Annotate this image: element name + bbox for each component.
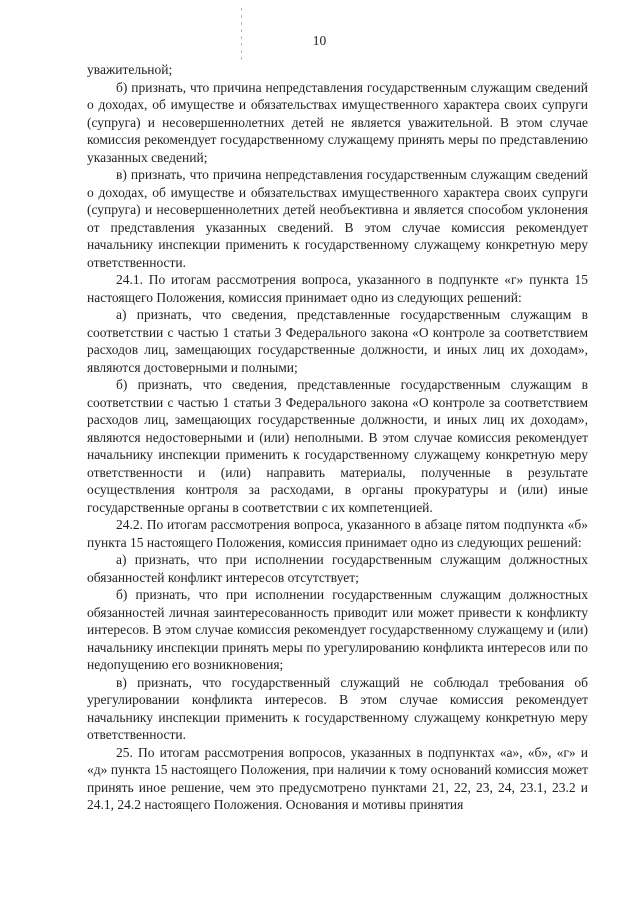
paragraph-24-2-a: а) признать, что при исполнении государственным служащим должностных обязанностей конфликт интересов отсутствует; xyxy=(87,552,588,585)
paragraph-24-2-v: в) признать, что государственный служащий не соблюдал требования об урегулировании конфликта интересов. В этом случае комиссия рекомендует начальнику инспекции применить к государственному служащему конкретную меру ответственности. xyxy=(87,674,588,742)
paragraph-24-b: б) признать, что причина непредставления государственным служащим сведений о доходах, об имуществе и обязательствах имущественного характера своих супруги (супруга) и несовершеннолетних детей не является уважительной. В этом случае комиссия рекомендует государственному служащему принять меры по представлению указанных сведений; xyxy=(87,79,588,165)
paragraph-24-1-b: б) признать, что сведения, представленные государственным служащим в соответствии с частью 1 статьи 3 Федерального закона «О контроле за соответствием расходов лиц, замещающих государственные должности, и иных лиц их доходам», являются недостоверными и (или) неполными. В этом случае комиссия рекомендует начальнику инспекции применить к государственному служащему конкретную меру ответственности и (или) направить материалы, полученные в результате осуществления контроля за расходами, в органы прокуратуры и (или) иные государственные органы в соответствии с их компетенцией. xyxy=(87,377,588,515)
paragraph-24-v: в) признать, что причина непредставления государственным служащим сведений о доходах, об имуществе и обязательствах имущественного характера своих супруги (супруга) и несовершеннолетних детей необъективна и является способом уклонения от представления указанных сведений. В этом случае комиссия рекомендует начальнику инспекции применить к государственному служащему конкретную меру ответственности. xyxy=(87,167,588,270)
paragraph-continuation: уважительной; xyxy=(87,62,173,77)
document-body xyxy=(87,61,588,814)
paragraph-24-1-a: а) признать, что сведения, представленные государственным служащим в соответствии с частью 1 статьи 3 Федерального закона «О контроле за соответствием расходов лиц, замещающих государственные должности, и иных лиц их доходам», являются достоверными и полными; xyxy=(87,307,588,375)
paragraph-24-2: 24.2. По итогам рассмотрения вопроса, указанного в абзаце пятом подпункта «б» пункта 15 настоящего Положения, комиссия принимает одно из следующих решений: xyxy=(87,517,588,550)
page-number: 10 xyxy=(312,33,327,48)
paragraph-24-1: 24.1. По итогам рассмотрения вопроса, указанного в подпункте «г» пункта 15 настоящего Положения, комиссия принимает одно из следующих решений: xyxy=(87,272,588,305)
paragraph-24-2-b: б) признать, что при исполнении государственным служащим должностных обязанностей личная заинтересованность приводит или может привести к конфликту интересов. В этом случае комиссия рекомендует государственному служащему и (или) начальнику инспекции принять меры по урегулированию конфликта интересов или по недопущению его возникновения; xyxy=(87,587,588,672)
paragraph-25: 25. По итогам рассмотрения вопросов, указанных в подпунктах «а», «б», «г» и «д» пункта 15 настоящего Положения, при наличии к тому оснований комиссия может принять иное решение, чем это предусмотрено пунктами 21, 22, 23, 24, 23.1, 23.2 и 24.1, 24.2 настоящего Положения. Основания и мотивы принятия xyxy=(87,744,588,812)
